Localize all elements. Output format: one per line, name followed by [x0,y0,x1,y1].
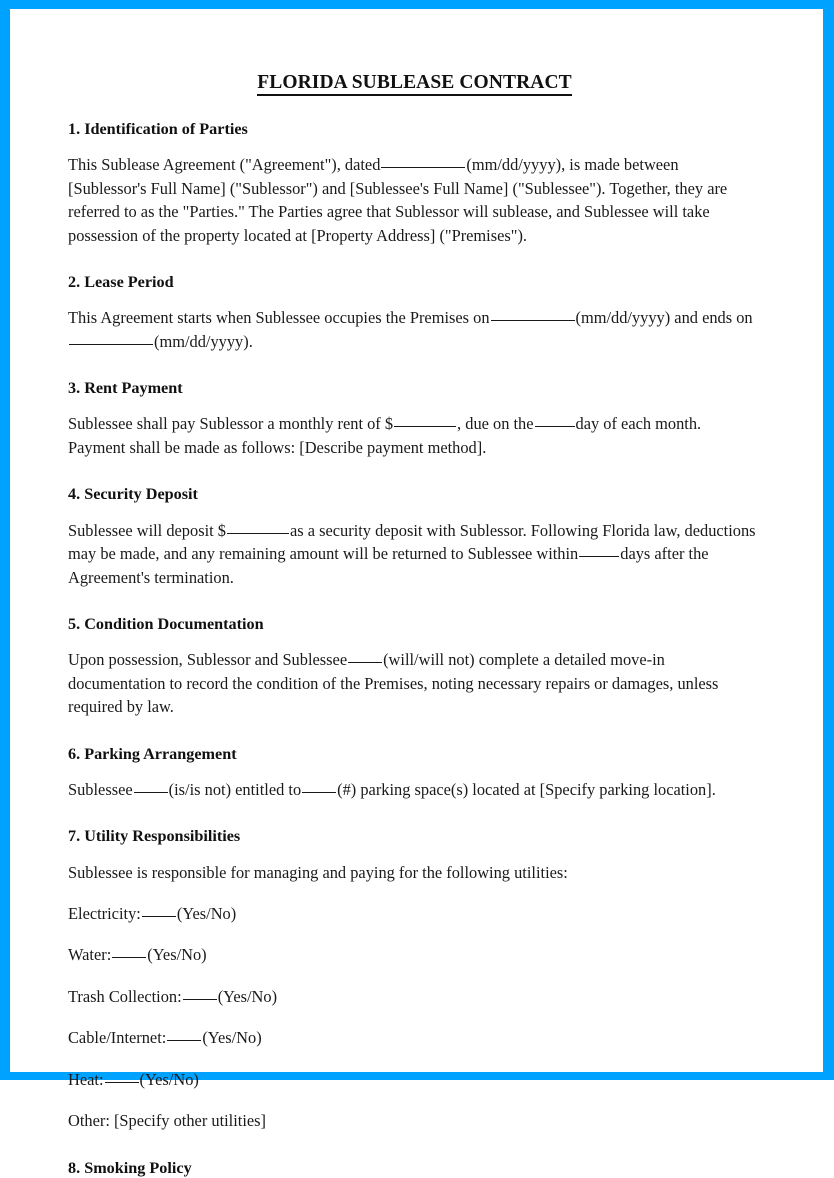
section-heading-rent-payment: 3. Rent Payment [68,379,183,398]
section-body-identification-of-parties [68,153,761,247]
s2-text-b: (mm/dd/yyyy) and ends on [575,308,753,328]
s1-text-a: This Sublease Agreement ("Agreement"), dated [68,155,381,175]
will-or-will-not-blank-field[interactable] [348,662,382,663]
utility-label-heat: Heat: [68,1069,104,1089]
monthly-rent-amount-blank-field[interactable] [394,426,456,427]
section-body-lease-period [68,306,761,353]
deposit-return-days-blank-field[interactable] [579,556,619,557]
date-blank-field[interactable] [381,167,465,168]
lease-end-date-blank-field[interactable] [69,344,153,345]
section-heading-lease-period: 2. Lease Period [68,273,174,292]
utility-suffix-trash-collection: (Yes/No) [217,986,278,1006]
s4-text-c: days after the Agreement's termination. [68,544,709,587]
utility-suffix-water: (Yes/No) [147,945,207,965]
s3-text-b: , due on the [457,414,534,434]
is-or-is-not-blank-field[interactable] [134,792,168,793]
s1-text-b: (mm/dd/yyyy), is made between [Sublessor's Full Name] ("Sublessor") and [Sublessee's Full Name] ("Sublessee"). Together, they are referred to as the "Parties." The Parties agree that Sublessor will sublease, and Sublessee will take possession of the property located at [Property Address] ("Premises"). [68,155,728,245]
s4-text-b: as a security deposit with Sublessor. Following Florida law, deductions may be made, and any remaining amount will be returned to Sublessee within [68,520,756,564]
utility-suffix-electricity: (Yes/No) [176,904,237,923]
utility-cable-internet-blank-field[interactable] [167,1040,201,1041]
section-heading-utility-responsibilities: 7. Utility Responsibilities [68,827,241,846]
s6-text-c: (#) parking space(s) located at [Specify parking location]. [337,779,716,799]
page-title [68,72,761,94]
page-title-text: FLORIDA SUBLEASE CONTRACT [257,72,572,96]
section-body-parking-arrangement [68,778,761,801]
section-body-condition-documentation [68,648,761,718]
section-body-rent-payment [68,412,761,459]
section-heading-security-deposit: 4. Security Deposit [68,485,198,504]
utility-label-cable-internet: Cable/Internet: [68,1028,167,1048]
utility-line-trash-collection [68,985,761,1008]
section-body-security-deposit [68,519,761,589]
utility-heat-blank-field[interactable] [105,1082,139,1083]
section-body-utility-intro: Sublessee is responsible for managing and paying for the following utilities: [68,862,568,882]
utility-suffix-heat: (Yes/No) [139,1069,199,1089]
security-deposit-amount-blank-field[interactable] [227,533,289,534]
utility-line-other: Other: [Specify other utilities] [68,1111,267,1131]
utility-line-electricity [68,902,761,925]
utility-water-blank-field[interactable] [112,957,146,958]
s4-text-a: Sublessee will deposit $ [68,520,226,540]
utility-label-water: Water: [68,945,112,965]
utility-line-cable-internet [68,1026,761,1049]
section-heading-parking-arrangement: 6. Parking Arrangement [68,744,237,763]
utility-electricity-blank-field[interactable] [142,916,176,917]
s6-text-b: (is/is not) entitled to [168,779,302,799]
section-heading-identification-of-parties: 1. Identification of Parties [68,120,248,138]
lease-start-date-blank-field[interactable] [491,320,575,321]
s3-text-c: day of each month. Payment shall be made as follows: [Describe payment method]. [68,414,702,457]
utility-label-electricity: Electricity: [68,904,141,923]
utility-trash-collection-blank-field[interactable] [183,999,217,1000]
s5-text-b: (will/will not) complete a detailed move-in documentation to record the condition of the Premises, noting necessary repairs or damages, unless required by law. [68,650,719,717]
s6-text-a: Sublessee [68,779,133,799]
parking-space-count-blank-field[interactable] [302,792,336,793]
s2-text-c: (mm/dd/yyyy). [154,331,253,351]
s5-text-a: Upon possession, Sublessor and Sublessee [68,650,348,670]
utility-suffix-cable-internet: (Yes/No) [202,1028,262,1048]
document-page [10,9,823,1177]
utility-line-heat [68,1068,761,1091]
s3-text-a: Sublessee shall pay Sublessor a monthly rent of $ [68,414,394,434]
rent-due-day-blank-field[interactable] [535,426,575,427]
section-heading-condition-documentation: 5. Condition Documentation [68,614,264,633]
utility-line-water [68,943,761,966]
utility-label-trash-collection: Trash Collection: [68,986,182,1006]
section-heading-smoking-policy: 8. Smoking Policy [68,1158,192,1177]
s2-text-a: This Agreement starts when Sublessee occupies the Premises on [68,308,490,328]
